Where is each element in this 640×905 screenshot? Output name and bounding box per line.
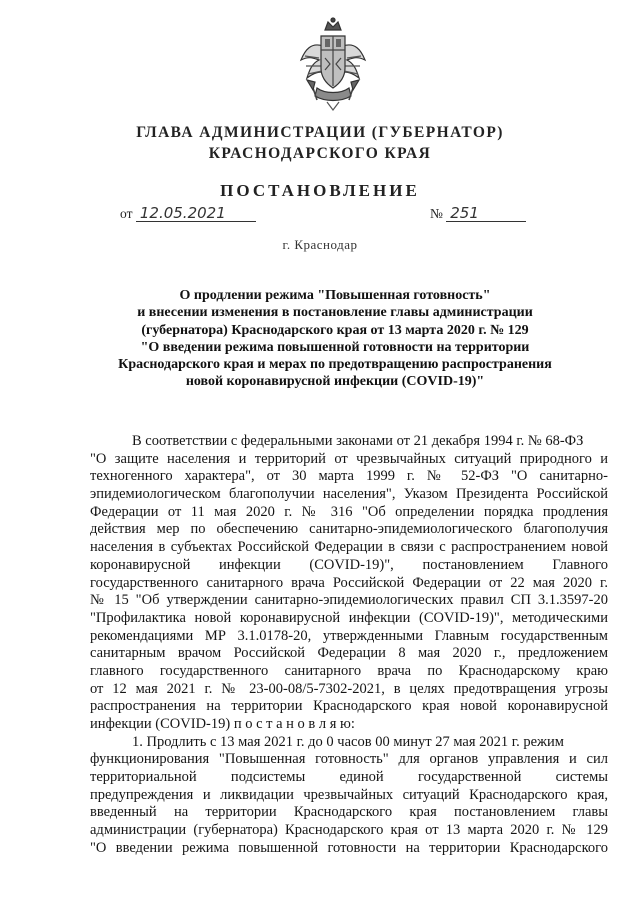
body-line: В соответствии с федеральными законами от 21 декабря 1994 г. № 68-ФЗ — [132, 433, 584, 449]
body-line: "Профилактика новой коронавирусной инфекции (COVID-19)", методическими — [90, 609, 608, 626]
body-line: функционирования "Повышенная готовность" для органов управления и сил — [90, 751, 608, 768]
title-line: и внесении изменения в постановление главы администрации — [137, 305, 533, 321]
body-line: санитарным врачом Российской Федерации 8 мая 2020 г., предложением — [90, 645, 608, 662]
authority-name-line1: ГЛАВА АДМИНИСТРАЦИИ (ГУБЕРНАТОР) — [136, 124, 504, 141]
number-prefix: № — [430, 206, 443, 221]
title-line: О продлении режима "Повышенная готовность" — [179, 288, 491, 303]
body-line: введенный на территории Краснодарского края постановлением главы — [90, 804, 608, 821]
date-prefix: от — [120, 206, 133, 221]
body-line: коронавирусной инфекции (COVID-19)", постановлением Главного — [90, 556, 608, 573]
body-line: предупреждения и ликвидации чрезвычайных ситуаций Краснодарского края, — [90, 786, 608, 803]
body-line: распространения на территории Краснодарского края новой коронавирусной — [90, 698, 608, 715]
body-line: рекомендациями МР 3.1.0178-20, утвержденными Главным государственным — [90, 627, 608, 644]
body-line: 1. Продлить с 13 мая 2021 г. до 0 часов 00 минут 27 мая 2021 г. режим — [132, 733, 564, 750]
title-line: Краснодарского края и мерах по предотвращению распространения — [118, 357, 552, 373]
title-line: (губернатора) Краснодарского края от 13 марта 2020 г. № 129 — [141, 322, 529, 338]
body-line: от 12 мая 2021 г. № 23-00-08/5-7302-2021, в целях предотвращения угрозы — [90, 680, 608, 697]
body-line: эпидемиологическом благополучии населения", Указом Президента Российской — [90, 486, 608, 503]
body-line: инфекции (COVID-19) п о с т а н о в л я ю: — [90, 716, 355, 732]
handwritten-date: 12.05.2021 — [136, 205, 256, 222]
city-label: г. Краснодар — [282, 237, 358, 252]
body-line: "О защите населения и территорий от чрезвычайных ситуаций природного и — [90, 450, 608, 467]
authority-name-line2: КРАСНОДАРСКОГО КРАЯ — [208, 145, 432, 162]
title-line: "О введении режима повышенной готовности на территории — [140, 339, 530, 355]
body-line: № 15 "Об утверждении санитарно-эпидемиологических правил СП 3.1.3597-20 — [90, 592, 608, 609]
body-line: государственного санитарного врача Российской Федерации от 22 мая 2020 г. — [90, 574, 608, 591]
document-body — [90, 433, 608, 858]
document-type-heading: ПОСТАНОВЛЕНИЕ — [220, 181, 420, 200]
body-line: населения в субъектах Российской Федерации в связи с распространением новой — [90, 539, 608, 556]
handwritten-number: 251 — [446, 205, 526, 222]
document-title — [100, 287, 570, 391]
body-line: администрации (губернатора) Краснодарского края от 13 марта 2020 г. № 129 — [90, 822, 608, 839]
body-line: главного государственного санитарного врача по Краснодарскому краю — [90, 662, 608, 679]
body-line: техногенного характера", от 30 марта 1999 г. № 52-ФЗ "О санитарно- — [90, 468, 608, 485]
body-line: "О введении режима повышенной готовности на территории Краснодарского — [90, 839, 608, 856]
body-line: территориальной подсистемы единой государственной системы — [90, 769, 608, 786]
number-field — [430, 205, 526, 222]
coat-of-arms-emblem — [297, 16, 369, 112]
body-line: действия мер по обеспечению санитарно-эпидемиологического благополучия — [90, 521, 608, 538]
body-line: Федерации от 11 мая 2020 г. № 316 "Об определении порядка продления — [90, 503, 608, 520]
title-line: новой коронавирусной инфекции (COVID-19)" — [185, 374, 485, 390]
date-field — [120, 205, 256, 222]
